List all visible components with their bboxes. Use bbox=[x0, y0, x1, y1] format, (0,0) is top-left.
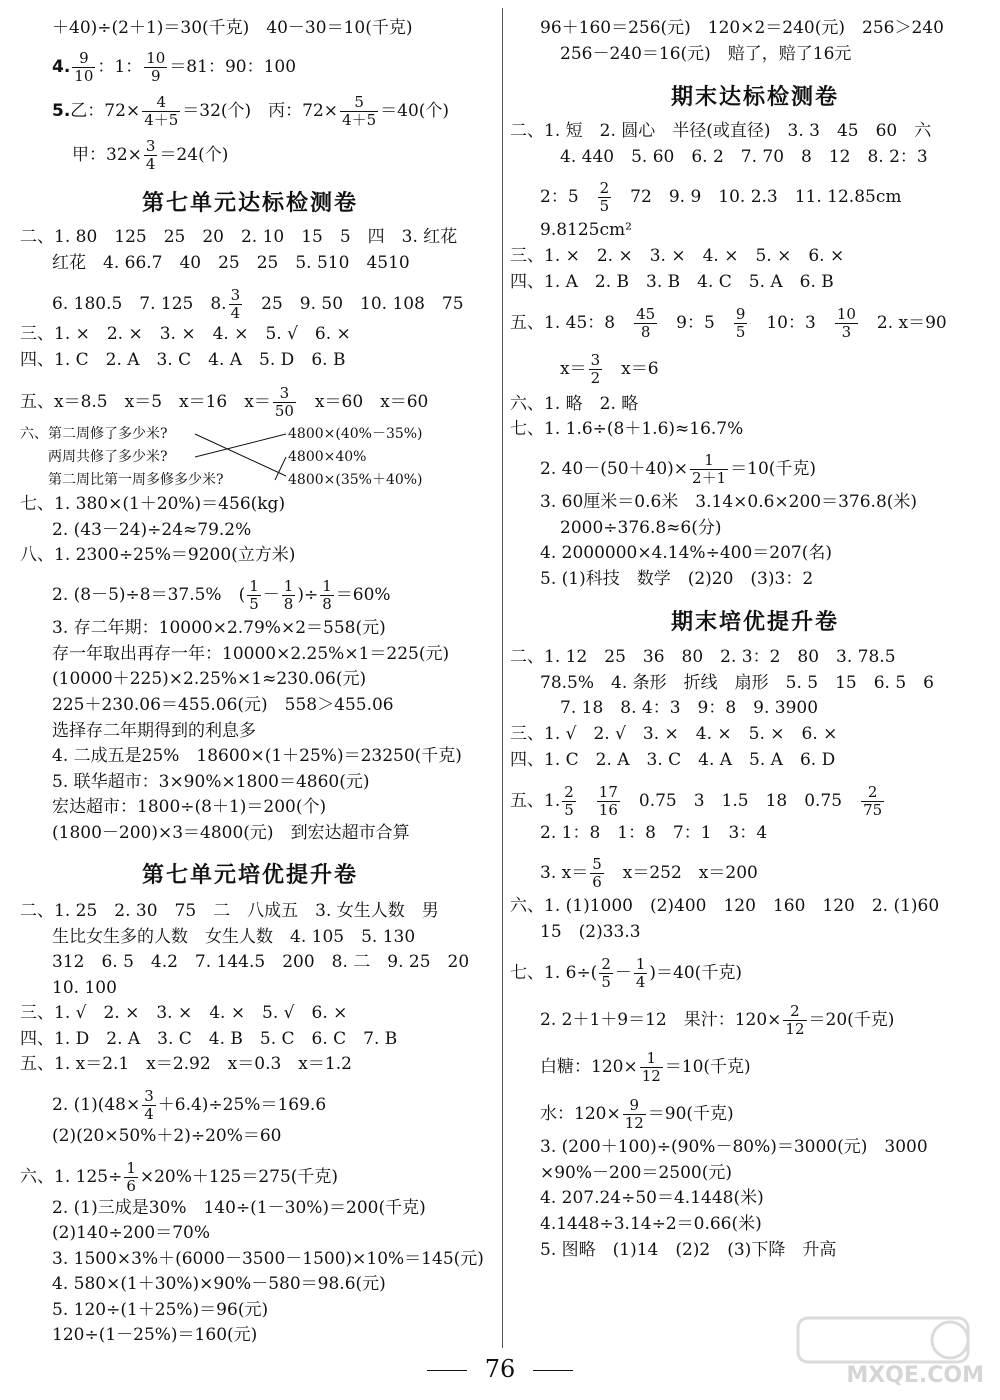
answer-line: 八、1. 2300÷25%＝9200(立方米) bbox=[20, 545, 296, 565]
match-left-1: 六、第二周修了多少米? bbox=[20, 426, 168, 442]
match-right-2: 4800×40% bbox=[288, 449, 367, 465]
answer-line: 五、1. x＝2.1 x＝2.92 x＝0.3 x＝1.2 bbox=[20, 1054, 352, 1074]
match-right-3: 4800×(35%＋40%) bbox=[288, 472, 423, 488]
answer-line: 7. 18 8. 4：3 9：8 9. 3900 bbox=[560, 698, 819, 718]
answer-line: ×90%－200＝2500(元) bbox=[540, 1163, 733, 1183]
match-line-1 bbox=[195, 434, 286, 476]
matching-lines bbox=[190, 420, 290, 495]
answer-line: 312 6. 5 4.2 7. 144.5 200 8. 二 9. 25 20 bbox=[52, 952, 470, 972]
answer-line: 四、1. D 2. A 3. C 4. B 5. C 6. C 7. B bbox=[20, 1029, 398, 1049]
answer-line: 七、1. 6÷( $\frac{2}{5}$ － $\frac{1}{4}$ )＝40(千克) bbox=[510, 955, 742, 991]
column-divider bbox=[502, 8, 503, 1348]
answer-line: 存一年取出再存一年：10000×2.25%×1＝225(元) bbox=[52, 644, 450, 664]
section-title: 期末培优提升卷 bbox=[670, 610, 839, 635]
answer-line: 9.8125cm² bbox=[540, 220, 632, 240]
section-title: 第七单元达标检测卷 bbox=[141, 191, 358, 216]
answer-line: 5.乙：72× $\frac{4}{4+5}$ ＝32(个) 丙：72× $\frac{5}{4+5}$ ＝40(个) bbox=[52, 93, 450, 129]
answer-line: 七、1. 1.6÷(8＋1.6)≈16.7% bbox=[510, 419, 744, 439]
answer-line: 白糖：120× $\frac{1}{12}$ ＝10(千克) bbox=[540, 1049, 751, 1085]
footer-dash-right bbox=[533, 1370, 573, 1371]
answer-line: x＝ $\frac{3}{2}$ x＝6 bbox=[560, 351, 659, 387]
answer-line: 5. 图略 (1)14 (2)2 (3)下降 升高 bbox=[540, 1240, 837, 1260]
answer-line: 红花 4. 66.7 40 25 25 5. 510 4510 bbox=[52, 253, 410, 273]
answer-line: 四、1. A 2. B 3. B 4. C 5. A 6. B bbox=[510, 272, 834, 292]
answer-line: 七、1. 380×(1＋20%)＝456(kg) bbox=[20, 494, 286, 514]
answer-line: 四、1. C 2. A 3. C 4. A 5. A 6. D bbox=[510, 750, 836, 770]
answer-line: 2. 2＋1＋9＝12 果汁：120× $\frac{2}{12}$ ＝20(千克) bbox=[540, 1002, 895, 1038]
answer-line: 选择存二年期得到的利息多 bbox=[52, 721, 256, 741]
answer-line: 2：5 $\frac{2}{5}$ 72 9. 9 10. 2.3 11. 12.85cm bbox=[540, 179, 902, 215]
watermark-logo bbox=[778, 1312, 988, 1392]
answer-line: 5. 120÷(1＋25%)＝96(元) bbox=[52, 1300, 269, 1320]
footer-dash-left bbox=[427, 1370, 467, 1371]
answer-line: 96＋160＝256(元) 120×2＝240(元) 256＞240 bbox=[540, 18, 944, 38]
answer-line: 五、1. $\frac{2}{5}$ $\frac{17}{16}$ 0.75 3 1.5 18 0.75 $\frac{2}{75}$ bbox=[510, 783, 883, 819]
answer-line: 2. 40－(50＋40)× $\frac{1}{2+1}$ ＝10(千克) bbox=[540, 451, 817, 487]
answer-line: 10. 100 bbox=[52, 978, 117, 998]
answer-line: 4.1448÷3.14÷2＝0.66(米) bbox=[540, 1214, 762, 1234]
answer-line: 六、1. 略 2. 略 bbox=[510, 394, 639, 414]
answer-line: 甲：32× $\frac{3}{4}$ ＝24(个) bbox=[72, 137, 229, 173]
answer-line: 宏达超市：1800÷(8＋1)＝200(个) bbox=[52, 797, 327, 817]
match-line-2 bbox=[195, 434, 286, 457]
match-line-3 bbox=[275, 457, 286, 480]
answer-line: (2)(20×50%＋2)÷20%＝60 bbox=[52, 1126, 282, 1146]
answer-line: (2)140÷200＝70% bbox=[52, 1223, 211, 1243]
answer-line: (1800－200)×3＝4800(元) 到宏达超市合算 bbox=[52, 823, 410, 843]
answer-line: 四、1. C 2. A 3. C 4. A 5. D 6. B bbox=[20, 350, 346, 370]
answer-line: 6. 180.5 7. 125 8. $\frac{3}{4}$ 25 9. 50 10. 108 75 bbox=[52, 286, 464, 322]
answer-line: 二、1. 12 25 36 80 2. 3：2 80 3. 78.5 bbox=[510, 647, 896, 667]
answer-line: 4. 580×(1＋30%)×90%－580＝98.6(元) bbox=[52, 1274, 386, 1294]
answer-line: 4. 440 5. 60 6. 2 7. 70 8 12 8. 2：3 bbox=[560, 147, 928, 167]
answer-line: 3. 存二年期：10000×2.79%×2＝558(元) bbox=[52, 618, 386, 638]
answer-line: 15 (2)33.3 bbox=[540, 922, 641, 942]
match-left-2: 两周共修了多少米? bbox=[48, 449, 168, 465]
answer-line: 2. 1：8 1：8 7：1 3：4 bbox=[540, 823, 768, 843]
answer-line: 3. (200＋100)÷(90%－80%)＝3000(元) 3000 bbox=[540, 1137, 928, 1157]
answer-line: 三、1. √ 2. × 3. × 4. × 5. √ 6. × bbox=[20, 1003, 348, 1023]
answer-line: 五、x＝8.5 x＝5 x＝16 x＝ $\frac{3}{50}$ x＝60 x＝60 bbox=[20, 384, 429, 420]
answer-line: ＋40)÷(2＋1)＝30(千克) 40－30＝10(千克) bbox=[52, 18, 413, 38]
answer-line: 三、1. × 2. × 3. × 4. × 5. √ 6. × bbox=[20, 324, 351, 344]
watermark-text: MXQE.COM bbox=[846, 1363, 984, 1388]
answer-line: 二、1. 短 2. 圆心 半径(或直径) 3. 3 45 60 六 bbox=[510, 121, 932, 141]
answer-line: 225＋230.06＝455.06(元) 558＞455.06 bbox=[52, 695, 394, 715]
answer-line: 二、1. 25 2. 30 75 二 八成五 3. 女生人数 男 bbox=[20, 901, 439, 921]
answer-line: 生比女生多的人数 女生人数 4. 105 5. 130 bbox=[52, 927, 416, 947]
answer-line: 三、1. × 2. × 3. × 4. × 5. × 6. × bbox=[510, 246, 845, 266]
answer-line: 4. 二成五是25% 18600×(1＋25%)＝23250(千克) bbox=[52, 746, 462, 766]
answer-line: 4. $\frac{9}{10}$ ：1： $\frac{10}{9}$ ＝81：90：100 bbox=[52, 49, 297, 85]
answer-line: 二、1. 80 125 25 20 2. 10 15 5 四 3. 红花 bbox=[20, 227, 458, 247]
answer-line: 2. (1)(48× $\frac{3}{4}$ ＋6.4)÷25%＝169.6 bbox=[52, 1087, 327, 1123]
match-right-1: 4800×(40%－35%) bbox=[288, 426, 423, 442]
section-title: 期末达标检测卷 bbox=[670, 85, 839, 110]
answer-line: 4. 207.24÷50＝4.1448(米) bbox=[540, 1188, 764, 1208]
answer-line: 3. 60厘米＝0.6米 3.14×0.6×200＝376.8(米) bbox=[540, 492, 918, 512]
answer-line: 六、1. (1)1000 (2)400 120 160 120 2. (1)60 bbox=[510, 896, 940, 916]
answer-line: 六、1. 125÷ $\frac{1}{6}$ ×20%＋125＝275(千克) bbox=[20, 1159, 339, 1195]
answer-line: (10000＋225)×2.25%×1≈230.06(元) bbox=[52, 669, 367, 689]
answer-line: 5. 联华超市：3×90%×1800＝4860(元) bbox=[52, 772, 370, 792]
answer-line: 2. (1)三成是30% 140÷(1－30%)＝200(千克) bbox=[52, 1198, 426, 1218]
answer-line: 78.5% 4. 条形 折线 扇形 5. 5 15 6. 5 6 bbox=[540, 673, 934, 693]
answer-line: 4. 2000000×4.14%÷400＝207(名) bbox=[540, 543, 832, 563]
answer-line: 水：120× $\frac{9}{12}$ ＝90(千克) bbox=[540, 1096, 734, 1132]
answer-line: 2. (43－24)÷24≈79.2% bbox=[52, 520, 252, 540]
answer-line: 120÷(1－25%)＝160(元) bbox=[52, 1325, 258, 1345]
match-left-3: 第二周比第一周多修多少米? bbox=[48, 472, 224, 488]
answer-line: 2. (8－5)÷8＝37.5% ( $\frac{1}{5}$ － $\frac{1}{8}$ )÷ $\frac{1}{8}$ ＝60% bbox=[52, 577, 391, 613]
answer-line: 3. 1500×3%＋(6000－3500－1500)×10%＝145(元) bbox=[52, 1249, 484, 1269]
answer-line: 三、1. √ 2. √ 3. × 4. × 5. × 6. × bbox=[510, 724, 838, 744]
page-number: 76 bbox=[484, 1355, 516, 1383]
answer-line: 5. (1)科技 数学 (2)20 (3)3：2 bbox=[540, 569, 814, 589]
answer-line: 256－240＝16(元) 赔了，赔了16元 bbox=[560, 44, 852, 64]
section-title: 第七单元培优提升卷 bbox=[141, 863, 358, 888]
answer-line: 五、1. 45：8 $\frac{45}{8}$ 9：5 $\frac{9}{5}$ 10：3 $\frac{10}{3}$ 2. x＝90 bbox=[510, 305, 947, 341]
answer-line: 3. x＝ $\frac{5}{6}$ x＝252 x＝200 bbox=[540, 855, 758, 891]
answer-line: 2000÷376.8≈6(分) bbox=[560, 518, 722, 538]
